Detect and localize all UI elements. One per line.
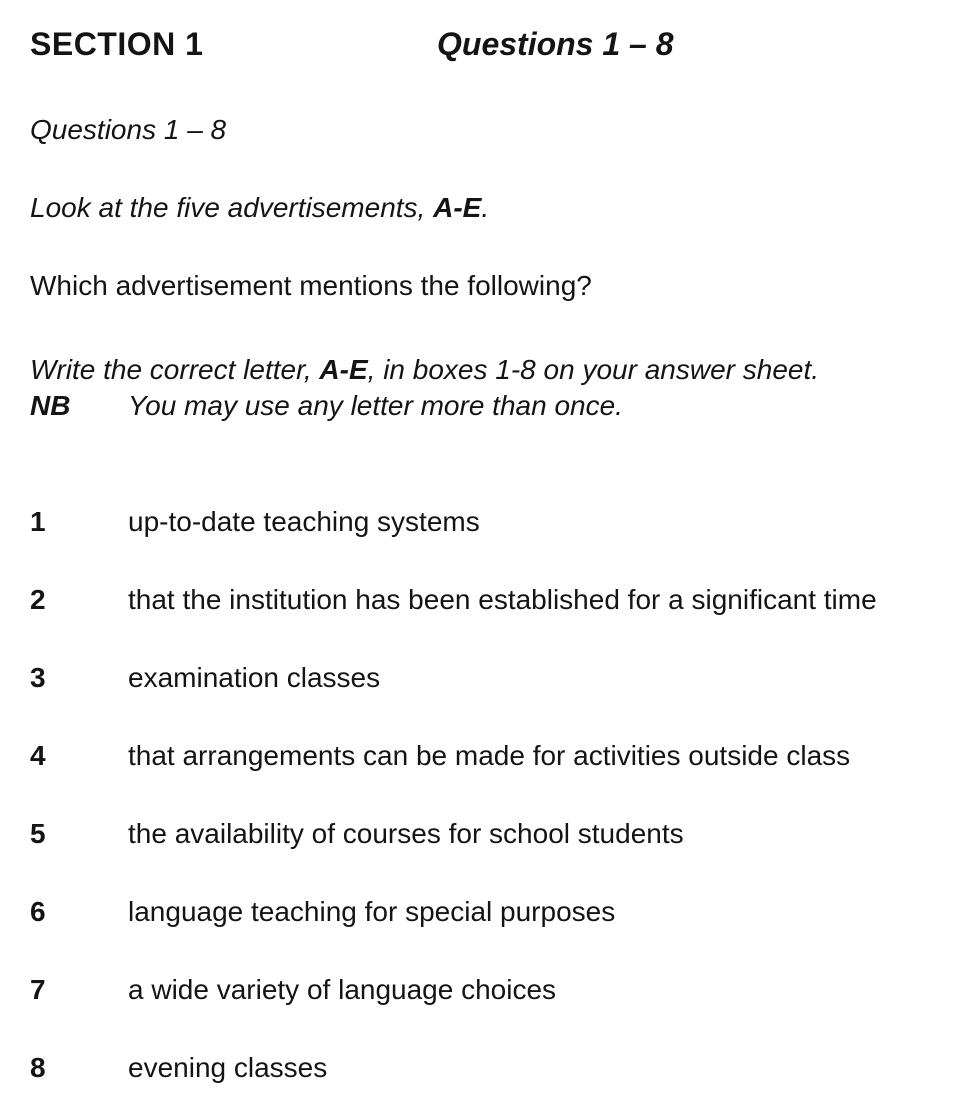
question-row xyxy=(30,972,954,1008)
write-instruction-prefix: Write the correct letter, xyxy=(30,354,320,385)
page-header xyxy=(30,24,954,64)
question-number: 1 xyxy=(30,506,46,537)
question-text: evening classes xyxy=(128,1052,328,1083)
section-title: SECTION 1 xyxy=(30,26,204,62)
question-text: the availability of courses for school students xyxy=(128,818,684,849)
question-row xyxy=(30,816,954,852)
nb-note xyxy=(30,388,954,424)
question-row xyxy=(30,660,954,696)
question-number: 2 xyxy=(30,584,46,615)
look-instruction-letters: A-E xyxy=(433,192,482,223)
write-instruction-letters: A-E xyxy=(319,354,368,385)
question-text: examination classes xyxy=(128,662,381,693)
write-instruction-block xyxy=(30,352,954,424)
question-number: 6 xyxy=(30,896,46,927)
look-instruction-suffix: . xyxy=(481,192,490,223)
question-text: language teaching for special purposes xyxy=(128,896,616,927)
look-instruction-prefix: Look at the five advertisements, xyxy=(30,192,434,223)
question-number: 8 xyxy=(30,1052,46,1083)
question-list xyxy=(30,504,954,1086)
questions-subtitle: Questions 1 – 8 xyxy=(30,114,227,145)
questions-range-heading: Questions 1 – 8 xyxy=(437,26,674,62)
question-text: up-to-date teaching systems xyxy=(128,506,480,537)
write-instruction-suffix: , in boxes 1-8 on your answer sheet. xyxy=(367,354,820,385)
question-text: that the institution has been established for a significant time xyxy=(128,584,877,615)
which-instruction: Which advertisement mentions the following? xyxy=(30,270,592,301)
question-row xyxy=(30,894,954,930)
question-number: 3 xyxy=(30,662,46,693)
question-row xyxy=(30,582,954,618)
write-instruction xyxy=(30,352,954,388)
question-row xyxy=(30,504,954,540)
nb-label: NB xyxy=(30,390,71,421)
question-row xyxy=(30,738,954,774)
question-row xyxy=(30,1050,954,1086)
question-text: a wide variety of language choices xyxy=(128,974,557,1005)
look-instruction xyxy=(30,190,954,226)
question-number: 7 xyxy=(30,974,46,1005)
question-number: 5 xyxy=(30,818,46,849)
nb-text: You may use any letter more than once. xyxy=(128,390,623,421)
question-number: 4 xyxy=(30,740,46,771)
question-text: that arrangements can be made for activities outside class xyxy=(128,740,851,771)
